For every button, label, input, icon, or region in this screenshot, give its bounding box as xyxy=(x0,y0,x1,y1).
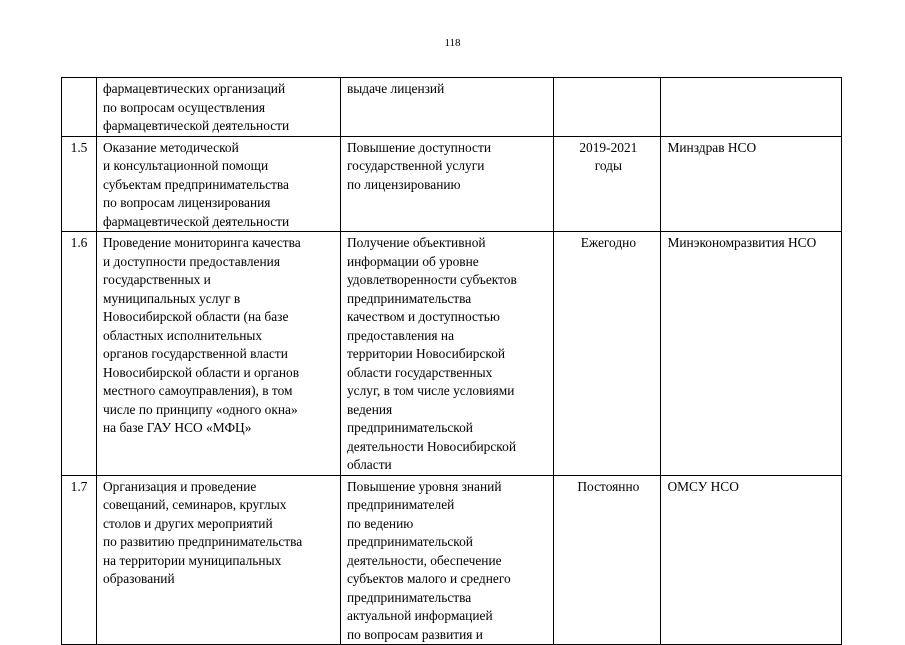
item-number: 1.6 xyxy=(62,232,97,476)
expected-result-line: субъектов малого и среднего xyxy=(346,571,511,586)
event-description-line: и консультационной помощи xyxy=(103,158,269,173)
table-row xyxy=(62,136,842,232)
term-line: годы xyxy=(594,158,622,173)
expected-result-line: предоставления на xyxy=(346,327,455,343)
expected-result-line: актуальной информацией xyxy=(346,608,493,623)
expected-result-line: государственной услуги xyxy=(346,158,485,173)
expected-result-line: предпринимателей xyxy=(346,497,455,512)
event-description-line: Оказание методической xyxy=(103,139,239,155)
expected-result-line: предпринимательской xyxy=(346,534,473,549)
event-description-line: на территории муниципальных xyxy=(103,552,282,568)
event-description-line: Проведение мониторинга качества xyxy=(103,235,301,250)
expected-result-line: качеством и доступностью xyxy=(346,309,500,324)
event-description-line: органов государственной власти xyxy=(103,346,288,361)
expected-result-line: удовлетворенности субъектов xyxy=(346,272,517,287)
expected-result xyxy=(340,475,553,645)
executor xyxy=(661,78,842,137)
expected-result-line: предпринимательской xyxy=(346,420,473,435)
event-description-line: муниципальных услуг в xyxy=(103,290,241,306)
event-description-line: субъектам предпринимательства xyxy=(103,176,289,192)
expected-result-line: Повышение уровня знаний xyxy=(346,478,502,494)
event-description-line: по вопросам осуществления xyxy=(103,99,266,115)
event-description-line: фармацевтической деятельности xyxy=(103,213,290,229)
term xyxy=(554,78,661,137)
event-description-line: образований xyxy=(103,571,175,586)
term xyxy=(554,475,661,645)
expected-result-line: по ведению xyxy=(346,515,414,531)
event-description xyxy=(97,232,341,476)
item-number: 1.7 xyxy=(62,475,97,645)
expected-result-line: области государственных xyxy=(346,364,493,380)
event-description-line: Новосибирской области и органов xyxy=(103,364,300,380)
expected-result-line: услуг, в том числе условиями xyxy=(346,383,515,398)
event-description-line: по развитию предпринимательства xyxy=(103,534,303,549)
event-description-line: фармацевтической деятельности xyxy=(103,118,290,133)
event-description-line: фармацевтических организаций xyxy=(103,81,286,96)
item-number xyxy=(62,78,97,137)
event-description-line: местного самоуправления), в том xyxy=(103,383,293,398)
executor: Минздрав НСО xyxy=(661,136,842,232)
event-description-line: на базе ГАУ НСО «МФЦ» xyxy=(103,420,252,435)
expected-result-line: по лицензированию xyxy=(346,176,461,192)
expected-result-line: ведения xyxy=(346,401,393,417)
event-description xyxy=(97,475,341,645)
table-row xyxy=(62,475,842,645)
expected-result-line: деятельности Новосибирской xyxy=(346,438,516,454)
term xyxy=(554,136,661,232)
term-line: Постоянно xyxy=(577,478,640,494)
event-description-line: столов и других мероприятий xyxy=(103,515,273,531)
term xyxy=(554,232,661,476)
table-row xyxy=(62,232,842,476)
event-description-line: по вопросам лицензирования xyxy=(103,195,271,210)
event-description xyxy=(97,78,341,137)
expected-result-line: территории Новосибирской xyxy=(346,346,506,361)
measures-table xyxy=(61,77,842,645)
event-description-line: совещаний, семинаров, круглых xyxy=(103,497,287,512)
expected-result-line: деятельности, обеспечение xyxy=(346,552,502,568)
expected-result-line: Повышение доступности xyxy=(346,139,491,155)
expected-result-line: выдаче лицензий xyxy=(346,81,445,96)
expected-result xyxy=(340,232,553,476)
executor: Минэкономразвития НСО xyxy=(661,232,842,476)
expected-result-line: по вопросам развития и xyxy=(346,626,483,642)
event-description-line: Новосибирской области (на базе xyxy=(103,309,289,324)
expected-result-line: области xyxy=(346,457,392,472)
expected-result xyxy=(340,78,553,137)
executor: ОМСУ НСО xyxy=(661,475,842,645)
term-line: Ежегодно xyxy=(580,235,637,250)
page-number: 118 xyxy=(444,37,461,49)
table-row xyxy=(62,78,842,137)
event-description xyxy=(97,136,341,232)
event-description-line: числе по принципу «одного окна» xyxy=(103,401,298,417)
event-description-line: и доступности предоставления xyxy=(103,253,280,269)
item-number: 1.5 xyxy=(62,136,97,232)
event-description-line: государственных и xyxy=(103,272,211,287)
event-description-line: областных исполнительных xyxy=(103,327,263,343)
expected-result-line: предпринимательства xyxy=(346,589,472,605)
term-line: 2019-2021 xyxy=(579,139,638,155)
expected-result-line: предпринимательства xyxy=(346,290,472,306)
expected-result xyxy=(340,136,553,232)
expected-result-line: информации об уровне xyxy=(346,253,479,269)
event-description-line: Организация и проведение xyxy=(103,478,257,494)
expected-result-line: Получение объективной xyxy=(346,235,486,250)
